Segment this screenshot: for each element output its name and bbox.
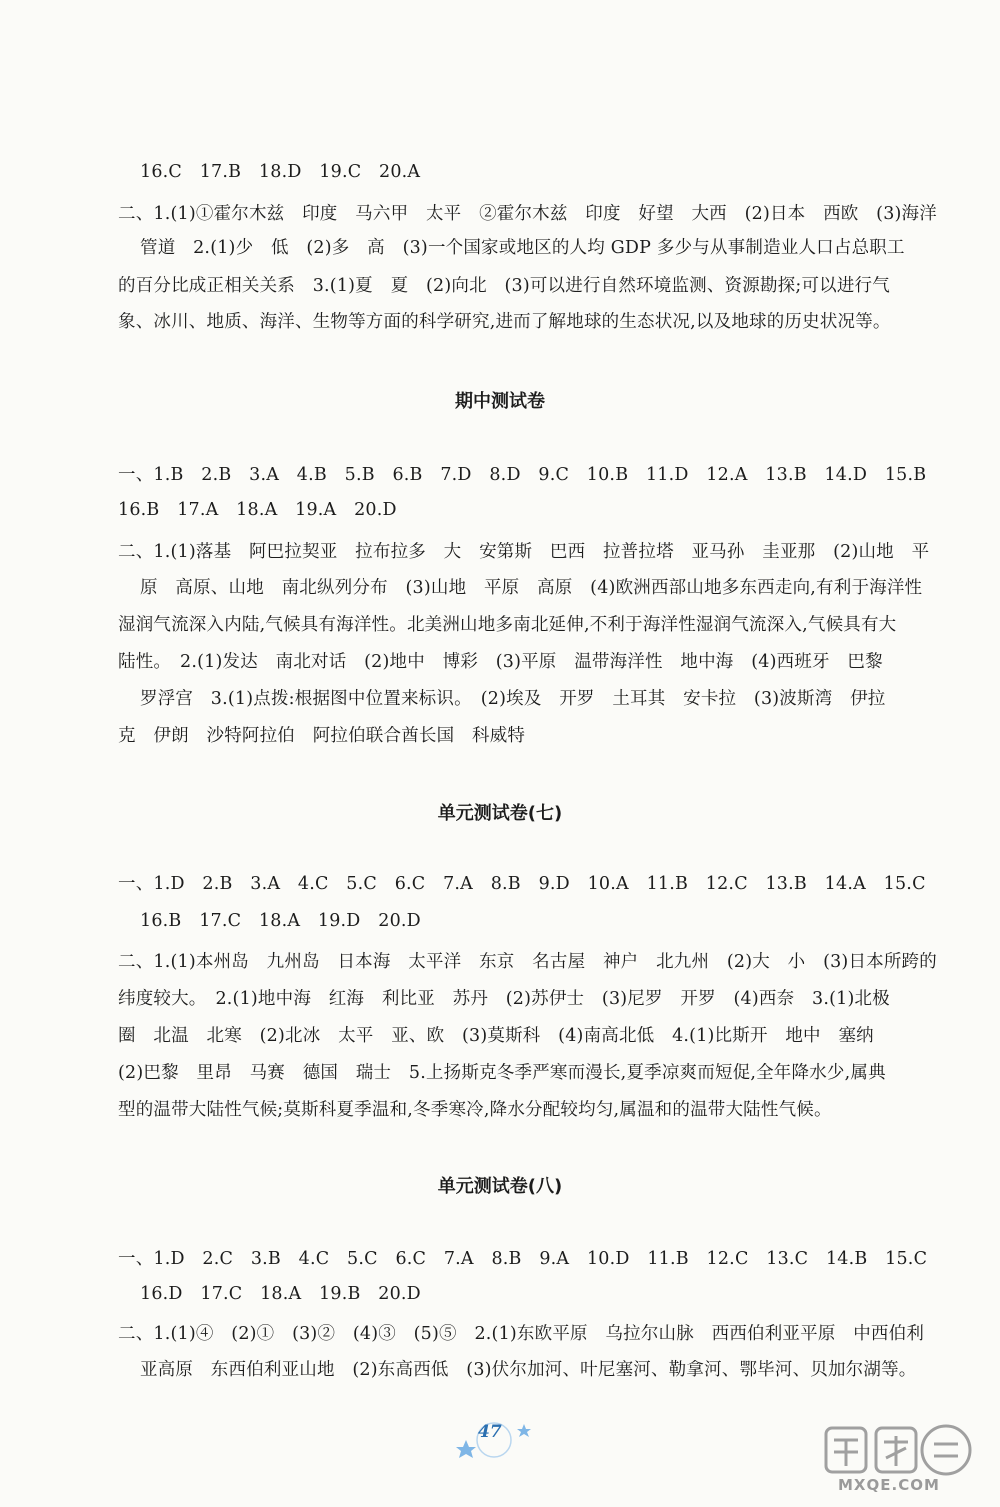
answer-line: 16.B 17.A 18.A 19.A 20.D xyxy=(118,500,397,520)
answer-line: 一、1.D 2.B 3.A 4.C 5.C 6.C 7.A 8.B 9.D 10.A 11.B 12.C 13.B 14.A 15.C xyxy=(118,874,926,894)
answer-line: 陆性。 2.(1)发达 南北对话 (2)地中 博彩 (3)平原 温带海洋性 地中海 (4)西班牙 巴黎 xyxy=(118,652,883,672)
section-heading-unit8: 单元测试卷(八) xyxy=(437,1176,563,1197)
answer-line: 型的温带大陆性气候;莫斯科夏季温和,冬季寒冷,降水分配较均匀,属温和的温带大陆性气候。 xyxy=(118,1100,832,1120)
answer-line: 的百分比成正相关关系 3.(1)夏 夏 (2)向北 (3)可以进行自然环境监测、资源勘探;可以进行气 xyxy=(118,276,890,296)
answer-line: 克 伊朗 沙特阿拉伯 阿拉伯联合酋长国 科威特 xyxy=(118,726,526,746)
answer-line: 16.B 17.C 18.A 19.D 20.D xyxy=(140,911,421,931)
answer-line: 纬度较大。 2.(1)地中海 红海 利比亚 苏丹 (2)苏伊士 (3)尼罗 开罗 (4)西奈 3.(1)北极 xyxy=(118,989,890,1009)
page-number: 47 xyxy=(478,1422,502,1442)
answer-line: 罗浮宫 3.(1)点拨:根据图中位置来标识。 (2)埃及 开罗 土耳其 安卡拉 (3)波斯湾 伊拉 xyxy=(140,689,886,709)
section-heading-midterm: 期中测试卷 xyxy=(455,391,545,412)
answer-line: 管道 2.(1)少 低 (2)多 高 (3)一个国家或地区的人均 GDP 多少与从事制造业人口占总职工 xyxy=(140,238,905,258)
answer-line: 圈 北温 北寒 (2)北冰 太平 亚、欧 (3)莫斯科 (4)南高北低 4.(1)比斯开 地中 塞纳 xyxy=(118,1026,874,1046)
answer-line: 原 高原、山地 南北纵列分布 (3)山地 平原 高原 (4)欧洲西部山地多东西走向,有利于海洋性 xyxy=(140,578,923,598)
answer-line: 16.D 17.C 18.A 19.B 20.D xyxy=(140,1284,421,1304)
answer-line: 16.C 17.B 18.D 19.C 20.A xyxy=(140,162,421,182)
answer-line: (2)巴黎 里昂 马赛 德国 瑞士 5.上扬斯克冬季严寒而漫长,夏季凉爽而短促,全年降水少,属典 xyxy=(118,1063,886,1083)
answer-line: 二、1.(1)④ (2)① (3)② (4)③ (5)⑤ 2.(1)东欧平原 乌拉尔山脉 西西伯利亚平原 中西伯利 xyxy=(118,1324,925,1344)
answer-line: 一、1.B 2.B 3.A 4.B 5.B 6.B 7.D 8.D 9.C 10.B 11.D 12.A 13.B 14.D 15.B xyxy=(118,465,927,485)
answer-line: 二、1.(1)①霍尔木兹 印度 马六甲 太平 ②霍尔木兹 印度 好望 大西 (2)日本 西欧 (3)海洋 xyxy=(118,204,937,224)
answer-line: 二、1.(1)落基 阿巴拉契亚 拉布拉多 大 安第斯 巴西 拉普拉塔 亚马孙 圭亚那 (2)山地 平 xyxy=(118,542,930,562)
answer-line: 象、冰川、地质、海洋、生物等方面的科学研究,进而了解地球的生态状况,以及地球的历史状况等。 xyxy=(118,312,891,332)
answer-line: 二、1.(1)本州岛 九州岛 日本海 太平洋 东京 名古屋 神户 北九州 (2)大 小 (3)日本所跨的 xyxy=(118,952,937,972)
section-heading-unit7: 单元测试卷(七) xyxy=(437,803,563,824)
answer-line: 亚高原 东西伯利亚山地 (2)东高西低 (3)伏尔加河、叶尼塞河、勒拿河、鄂毕河、贝加尔湖等。 xyxy=(140,1360,917,1380)
answer-line: 一、1.D 2.C 3.B 4.C 5.C 6.C 7.A 8.B 9.A 10.D 11.B 12.C 13.C 14.B 15.C xyxy=(118,1249,928,1269)
answer-line: 湿润气流深入内陆,气候具有海洋性。北美洲山地多南北延伸,不利于海洋性湿润气流深入,气候具有大 xyxy=(118,615,897,635)
watermark-url: MXQE.COM xyxy=(838,1476,940,1494)
